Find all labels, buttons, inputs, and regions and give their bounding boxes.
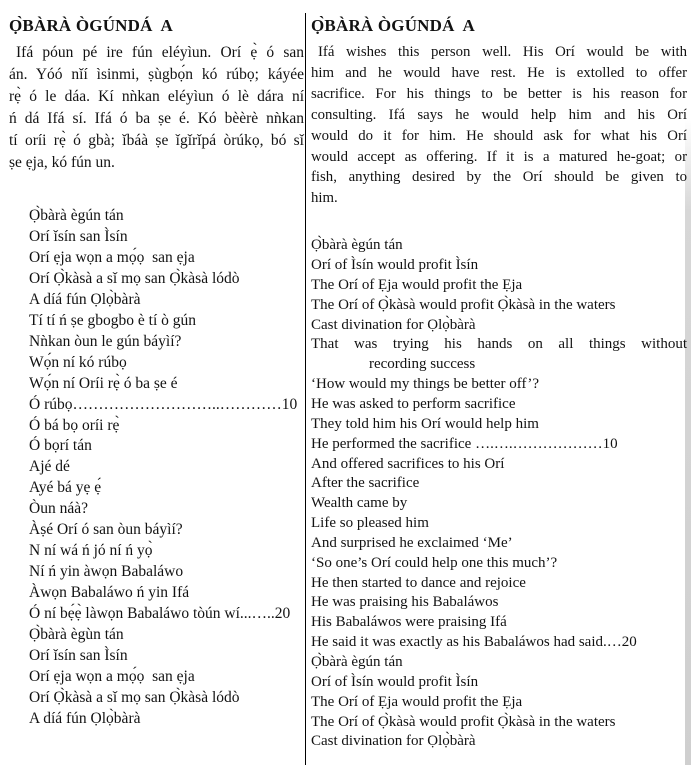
verse-line: Ó rúbọ………………………..…………10 — [29, 395, 298, 413]
verse-line: Cast divination for Ọlọ̀bàrà — [311, 316, 476, 333]
verse-line: recording success — [369, 356, 476, 373]
verse-line: Life so pleased him — [311, 515, 429, 532]
paragraph-line: him and he would have rest. He is extolled to offer — [311, 64, 687, 81]
verse-line: Orí ẹja wọn a mọ́ọ san ẹja — [29, 667, 195, 685]
intro-paragraph-english — [311, 42, 687, 209]
verse-line: Orí ǐsín san Ìsín — [29, 647, 128, 665]
verse-line: He then started to dance and rejoice — [311, 574, 526, 591]
verse-line: He was praising his Babaláwos — [311, 594, 499, 611]
verse-line: His Babaláwos were praising Ifá — [311, 614, 507, 631]
verse-line: Orí ẹja wọn a mọ́ọ san ẹja — [29, 248, 195, 266]
verse-line: And offered sacrifices to his Orí — [311, 455, 505, 472]
verse-line: That was trying his hands on all things without — [311, 336, 687, 353]
verse-line: He said it was exactly as his Babaláwos had said.…20 — [311, 634, 637, 651]
verse-line: Wọ́n ní Oríi rẹ̀ ó ba ṣe é — [29, 374, 178, 392]
verse-line: The Orí of Ọ̀kàsà would profit Ọ̀kàsà in the waters — [311, 713, 616, 730]
verse-line: Ní ń yin àwọn Babaláwo — [29, 563, 184, 581]
verse-line: Orí Ọ̀kàsà a sǐ mọ san Ọ̀kàsà lódò — [29, 269, 240, 287]
verse-line: Ó ní bẹ́ẹ̀ làwọn Babaláwo tòún wí...…..20 — [29, 605, 291, 623]
verse-line: ‘So one’s Orí could help one this much’? — [311, 554, 558, 571]
verse-line: Ọ̀bàrà ègún tán — [29, 207, 124, 224]
verse-line: After the sacrifice — [311, 475, 420, 492]
verse-line: Wealth came by — [311, 495, 408, 512]
verse-line: Ọ̀bàrà ègún tán — [311, 653, 403, 670]
verse-line: Nǹkan òun le gún báyìí? — [29, 332, 182, 350]
column-divider — [305, 13, 306, 765]
verse-line: Orí Ọ̀kàsà a sǐ mọ san Ọ̀kàsà lódò — [29, 688, 240, 706]
paragraph-line: Ifá póun pé ire fún eléyìun. Orí ẹ̀ ó san — [16, 44, 304, 61]
paragraph-line: would accept as offering. If it is a matured he-goat; or — [311, 148, 687, 165]
paragraph-line: ń dá Ifá sí. Ifá ó ba ṣe é. Kó bèèrè nǹkan — [9, 110, 304, 127]
verse-line: The Orí of Ọ̀kàsà would profit Ọ̀kàsà in the waters — [311, 296, 616, 313]
verse-line: Ajé dé — [29, 458, 70, 476]
paragraph-line: rẹ̀ ó le dáa. Kí nǹkan eléyìun ó lè dára ní — [9, 88, 304, 105]
section-title-english: Ọ̀BÀRÀ ÒGÚNDÁ A — [311, 16, 476, 35]
verse-line: Ayé bá yẹ ẹ́ — [29, 479, 102, 497]
verse-line: He was asked to perform sacrifice — [311, 396, 516, 412]
verse-line: And surprised he exclaimed ‘Me’ — [311, 534, 513, 551]
paragraph-line: consulting. Ifá says he would help him and his Orí — [311, 106, 687, 123]
section-title-yoruba: Ọ̀BÀRÀ ÒGÚNDÁ A — [9, 16, 174, 35]
paragraph-line: him. — [311, 190, 338, 207]
verse-line: Òun náà? — [29, 500, 88, 518]
paragraph-line: fish, anything desired by the Orí should be given to — [311, 169, 687, 186]
paragraph-line: án. Yóó nǐí ìsinmi, ṣùgbọ́n kó rúbọ; káyée — [9, 66, 304, 83]
paragraph-line: sacrifice. For his things to be better is his reason for — [311, 85, 687, 102]
verse-line: ‘How would my things be better off’? — [311, 376, 540, 393]
paragraph-line: tí oríi rẹ̀ ó gbà; ǐbáà ṣe ǐgǐrǐpá òrúkọ, bó sǐ — [9, 132, 304, 149]
column-left — [9, 15, 304, 730]
verse-line: Ọ̀bàrà ègún tán — [311, 237, 403, 254]
verse-line: Ó bá bọ oríi rẹ̀ — [29, 416, 120, 434]
verse-line: Orí of Ìsín would profit Ìsín — [311, 673, 479, 690]
verse-line: The Orí of Ẹja would profit the Ẹja — [311, 276, 523, 293]
paragraph-line: Ifá wishes this person well. His Orí would be with — [318, 44, 687, 60]
verse-line: A díá fún Ọlọ̀bàrà — [29, 290, 141, 308]
verse-line: They told him his Orí would help him — [311, 415, 539, 432]
verse-line: A díá fún Ọlọ̀bàrà — [29, 709, 141, 727]
verse-line: Wọ́n ní kó rúbọ — [29, 353, 127, 371]
verse-line: He performed the sacrifice ….….………………10 — [311, 435, 618, 452]
verse-line: Àṣé Orí ó san òun báyìí? — [29, 521, 183, 539]
column-right — [311, 15, 687, 752]
verse-line: Ó bọrí tán — [29, 437, 92, 455]
verse-line: Ọ̀bàrà ègùn tán — [29, 626, 124, 644]
verse-line: Cast divination for Ọlọ̀bàrà — [311, 733, 476, 750]
verse-line: The Orí of Ẹja would profit the Ẹja — [311, 693, 523, 710]
verse-line: Orí ǐsín san Ìsín — [29, 227, 128, 245]
paragraph-line: ṣe ẹja, kó fún un. — [9, 154, 115, 171]
verse-line: Tí tí ń ṣe gbogbo è tí ò gún — [29, 311, 197, 329]
verse-english — [311, 236, 687, 752]
paragraph-line: would do it for him. He should ask for what his Orí — [311, 127, 687, 144]
intro-paragraph-yoruba — [9, 42, 304, 174]
verse-line: Orí of Ìsín would profit Ìsín — [311, 257, 479, 274]
verse-line: N ní wá ń jó ní ń yọ̀ — [29, 542, 153, 560]
verse-yoruba — [9, 206, 304, 730]
verse-line: Àwọn Babaláwo ń yin Ifá — [29, 584, 190, 602]
